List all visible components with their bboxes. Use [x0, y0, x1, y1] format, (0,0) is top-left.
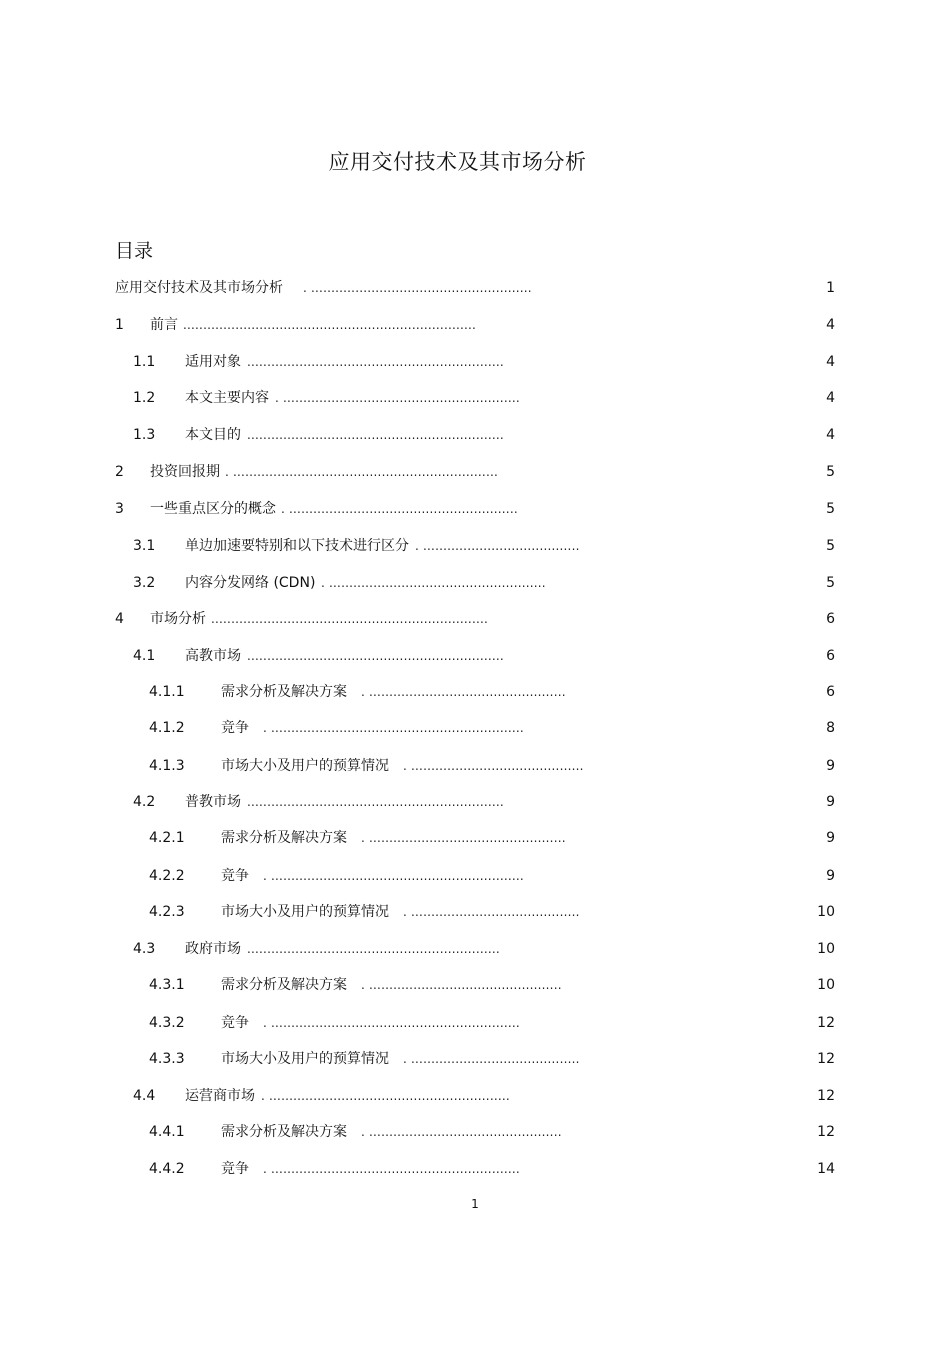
toc-entry-page: 12 — [817, 1124, 835, 1140]
toc-entry-page: 9 — [826, 794, 835, 810]
toc-entry-number: 4.1.2 — [149, 720, 185, 736]
toc-entry-number: 4.3.3 — [149, 1051, 185, 1067]
toc-entry-number: 2 — [115, 464, 124, 480]
toc-heading: 目录 — [115, 240, 154, 262]
toc-entry-leader: . ................................................ — [361, 1125, 562, 1139]
toc-entry-label: 运营商市场 — [185, 1088, 255, 1104]
toc-entry-page: 4 — [826, 427, 835, 443]
toc-entry-page: 4 — [826, 317, 835, 333]
toc-entry-label: 一些重点区分的概念 — [150, 501, 276, 517]
toc-entry-label: 需求分析及解决方案 — [221, 977, 347, 993]
toc-entry-page: 14 — [817, 1161, 835, 1177]
toc-entry-leader: . .......................................... — [403, 1052, 580, 1066]
toc-entry-label: 需求分析及解决方案 — [221, 1124, 347, 1140]
toc-entry[interactable] — [0, 424, 950, 446]
toc-entry-leader: . .............................................................. — [263, 1016, 520, 1030]
toc-entry[interactable] — [0, 901, 950, 923]
toc-entry-number: 1.2 — [133, 390, 156, 406]
page-number: 1 — [471, 1197, 479, 1211]
toc-entry-leader: . ............................................................... — [263, 869, 524, 883]
toc-entry[interactable] — [0, 791, 950, 813]
toc-entry-label: 本文目的 — [185, 427, 241, 443]
toc-entry-number: 1 — [115, 317, 124, 333]
toc-entry-leader: ......................................................................... — [183, 318, 477, 332]
toc-entry-page: 4 — [826, 354, 835, 370]
toc-entry-page: 12 — [817, 1051, 835, 1067]
toc-entry-number: 4.4 — [133, 1088, 156, 1104]
toc-entry[interactable] — [0, 974, 950, 996]
toc-entry-page: 5 — [826, 538, 835, 554]
toc-entry-label: 普教市场 — [185, 794, 241, 810]
toc-entry[interactable] — [0, 681, 950, 703]
toc-entry-page: 9 — [826, 830, 835, 846]
toc-entry-label: 竞争 — [221, 1015, 249, 1031]
toc-entry[interactable] — [0, 351, 950, 373]
toc-entry-label: 竞争 — [221, 868, 249, 884]
toc-entry-number: 4.1.1 — [149, 684, 185, 700]
toc-entry-label: 市场大小及用户的预算情况 — [221, 1051, 389, 1067]
toc-entry-leader: . ....................................................... — [303, 281, 532, 295]
toc-entry-number: 4.4.2 — [149, 1161, 185, 1177]
toc-entry-page: 12 — [817, 1088, 835, 1104]
toc-entry-page: 6 — [826, 684, 835, 700]
toc-entry-leader: . ........................................... — [403, 759, 584, 773]
toc-entry-number: 3.2 — [133, 575, 156, 591]
toc-entry-page: 6 — [826, 648, 835, 664]
toc-entry-page: 6 — [826, 611, 835, 627]
toc-entry[interactable] — [0, 1158, 950, 1180]
toc-entry-label: 适用对象 — [185, 354, 241, 370]
toc-entry[interactable] — [0, 535, 950, 557]
toc-entry[interactable] — [0, 865, 950, 887]
toc-entry-number: 4.2 — [133, 794, 156, 810]
toc-entry[interactable] — [0, 608, 950, 630]
toc-entry-page: 5 — [826, 464, 835, 480]
toc-entry[interactable] — [0, 1085, 950, 1107]
toc-entry-leader: . ............................................................ — [261, 1089, 510, 1103]
toc-entry-label: 竞争 — [221, 1161, 249, 1177]
toc-entry-page: 1 — [826, 280, 835, 296]
toc-entry[interactable] — [0, 755, 950, 777]
toc-entry-label: 高教市场 — [185, 648, 241, 664]
toc-entry-label: 市场分析 — [150, 611, 206, 627]
toc-entry-page: 10 — [817, 977, 835, 993]
toc-entry-page: 5 — [826, 501, 835, 517]
toc-entry-number: 4 — [115, 611, 124, 627]
toc-entry-leader: ................................................................ — [247, 355, 504, 369]
toc-entry-page: 10 — [817, 904, 835, 920]
toc-entry-leader: . .............................................................. — [263, 1162, 520, 1176]
toc-entry-leader: . ................................................ — [361, 978, 562, 992]
toc-entry-number: 4.3.1 — [149, 977, 185, 993]
toc-entry[interactable] — [0, 1012, 950, 1034]
toc-entry[interactable] — [0, 572, 950, 594]
toc-entry[interactable] — [0, 717, 950, 739]
toc-entry-page: 4 — [826, 390, 835, 406]
toc-entry-number: 4.2.3 — [149, 904, 185, 920]
toc-entry[interactable] — [0, 1048, 950, 1070]
toc-entry-number: 4.1 — [133, 648, 156, 664]
toc-entry-number: 4.2.2 — [149, 868, 185, 884]
toc-entry[interactable] — [0, 498, 950, 520]
toc-entry-label: 投资回报期 — [150, 464, 220, 480]
toc-entry-page: 8 — [826, 720, 835, 736]
toc-entry-leader: . ...................................................... — [321, 576, 546, 590]
toc-entry[interactable] — [0, 645, 950, 667]
toc-entry[interactable] — [0, 314, 950, 336]
toc-entry-label: 市场大小及用户的预算情况 — [221, 904, 389, 920]
toc-entry-leader: ..................................................................... — [211, 612, 488, 626]
toc-entry-leader: . ....................................... — [415, 539, 580, 553]
toc-entry-label: 竞争 — [221, 720, 249, 736]
toc-entry-leader: ................................................................ — [247, 649, 504, 663]
toc-entry-leader: . ........................................................... — [275, 391, 520, 405]
toc-entry-label: 需求分析及解决方案 — [221, 684, 347, 700]
toc-entry-leader: . ......................................................... — [281, 502, 518, 516]
toc-entry-label: 应用交付技术及其市场分析 — [115, 280, 283, 296]
toc-entry-leader: ................................................................ — [247, 795, 504, 809]
toc-entry-page: 9 — [826, 758, 835, 774]
toc-entry-label: 政府市场 — [185, 941, 241, 957]
toc-entry-leader: . .................................................................. — [225, 465, 498, 479]
toc-entry-leader: . ................................................. — [361, 685, 566, 699]
toc-entry-label: 内容分发网络 (CDN) — [185, 575, 316, 591]
toc-entry-label: 前言 — [150, 317, 178, 333]
toc-entry-leader: ............................................................... — [247, 942, 500, 956]
toc-entry[interactable] — [0, 827, 950, 849]
toc-entry-page: 10 — [817, 941, 835, 957]
document-title: 应用交付技术及其市场分析 — [328, 150, 587, 174]
toc-entry-number: 1.3 — [133, 427, 156, 443]
toc-entry-label: 本文主要内容 — [185, 390, 269, 406]
toc-entry-number: 4.1.3 — [149, 758, 185, 774]
toc-entry-label: 市场大小及用户的预算情况 — [221, 758, 389, 774]
toc-entry-number: 3 — [115, 501, 124, 517]
toc-entry-leader: . ................................................. — [361, 831, 566, 845]
toc-entry-leader: . ............................................................... — [263, 721, 524, 735]
toc-entry[interactable] — [0, 461, 950, 483]
toc-entry-number: 1.1 — [133, 354, 156, 370]
toc-entry-number: 4.4.1 — [149, 1124, 185, 1140]
toc-entry[interactable] — [0, 1121, 950, 1143]
toc-entry-number: 4.3 — [133, 941, 156, 957]
toc-entry-page: 12 — [817, 1015, 835, 1031]
toc-entry-number: 4.3.2 — [149, 1015, 185, 1031]
toc-entry[interactable] — [0, 938, 950, 960]
toc-entry-page: 9 — [826, 868, 835, 884]
toc-entry[interactable] — [0, 277, 950, 299]
toc-entry[interactable] — [0, 387, 950, 409]
toc-entry-leader: ................................................................ — [247, 428, 504, 442]
toc-entry-leader: . .......................................... — [403, 905, 580, 919]
toc-entry-label: 单边加速要特别和以下技术进行区分 — [185, 538, 409, 554]
toc-entry-number: 4.2.1 — [149, 830, 185, 846]
toc-entry-number: 3.1 — [133, 538, 156, 554]
toc-entry-label: 需求分析及解决方案 — [221, 830, 347, 846]
toc-entry-page: 5 — [826, 575, 835, 591]
